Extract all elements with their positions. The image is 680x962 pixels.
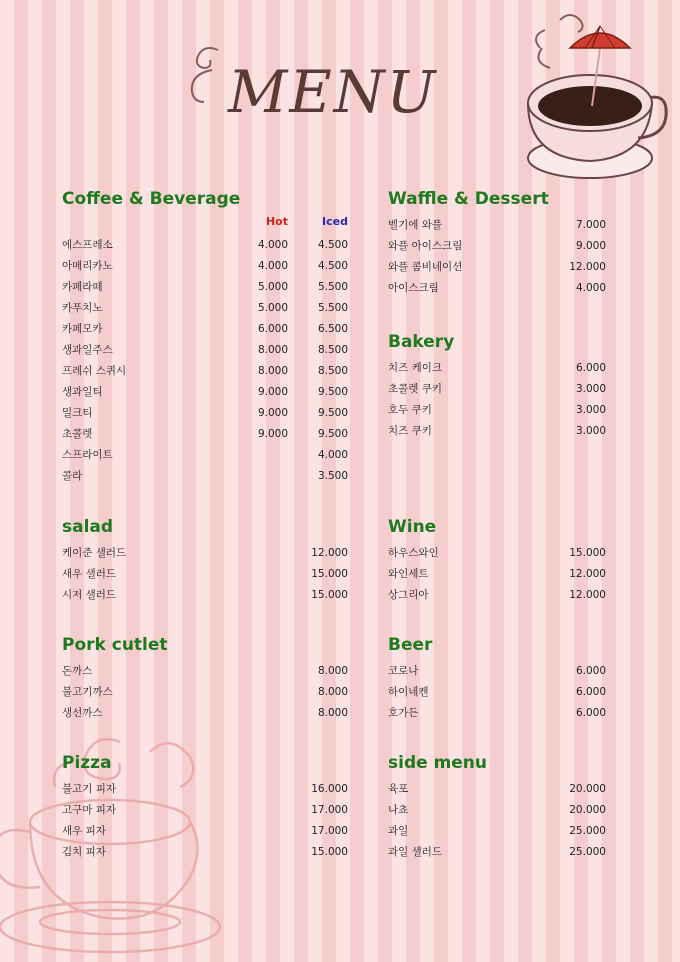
section-title: Beer — [388, 635, 433, 655]
section-side-menu — [388, 751, 618, 863]
menu-item-row — [62, 361, 352, 382]
menu-item-price: 3.000 — [575, 425, 606, 437]
column-hot-label: Hot — [265, 215, 288, 228]
menu-item-name: 상그리아 — [388, 589, 429, 601]
menu-item-name: 와플 콤비네이션 — [388, 261, 463, 273]
section-title: Coffee & Beverage — [62, 189, 241, 209]
section-salad — [62, 515, 352, 606]
menu-item-price: 16.000 — [311, 783, 348, 795]
menu-item-iced-price: 9.500 — [317, 386, 348, 398]
menu-item-iced-price: 9.500 — [317, 407, 348, 419]
menu-item-name: 아이스크림 — [388, 282, 439, 294]
menu-item-name: 호가든 — [388, 707, 419, 719]
menu-item-name: 스프라이트 — [62, 449, 113, 461]
menu-item-iced-price: 9.500 — [317, 428, 348, 440]
menu-item-price: 7.000 — [575, 219, 606, 231]
menu-item-name: 고구마 피자 — [62, 804, 117, 816]
menu-item-name: 생과일주스 — [62, 344, 113, 356]
menu-item-price: 6.000 — [575, 686, 606, 698]
menu-item-row — [62, 821, 352, 842]
menu-item-name: 하우스와인 — [388, 547, 439, 559]
menu-item-name: 초콜렛 — [62, 428, 93, 440]
menu-item-price: 8.000 — [317, 665, 348, 677]
menu-item-row — [388, 358, 618, 379]
menu-item-name: 프레쉬 스퀴시 — [62, 365, 127, 377]
menu-item-price: 4.000 — [575, 282, 606, 294]
section-title: salad — [62, 517, 114, 537]
menu-item-row — [388, 585, 618, 606]
section-title: Pork cutlet — [62, 635, 168, 655]
menu-item-name: 돈까스 — [62, 665, 93, 677]
menu-item-price: 3.000 — [575, 383, 606, 395]
menu-item-price: 3.000 — [575, 404, 606, 416]
menu-item-hot-price: 9.000 — [257, 386, 288, 398]
menu-item-price: 15.000 — [311, 589, 348, 601]
section-wine — [388, 515, 618, 606]
menu-item-name: 호두 쿠키 — [388, 404, 432, 416]
section-title: Pizza — [62, 753, 112, 773]
menu-item-name: 나쵸 — [388, 804, 409, 816]
menu-item-name: 콜라 — [62, 470, 83, 482]
section-title: Waffle & Dessert — [388, 189, 549, 209]
swirl-ornament-icon — [180, 40, 230, 110]
menu-item-price: 15.000 — [569, 547, 606, 559]
menu-item-row — [62, 661, 352, 682]
menu-item-price: 8.000 — [317, 686, 348, 698]
menu-item-price: 6.000 — [575, 362, 606, 374]
section-title: Wine — [388, 517, 437, 537]
menu-item-name: 불고기 피자 — [62, 783, 117, 795]
menu-item-name: 생과일티 — [62, 386, 103, 398]
menu-item-name: 카푸치노 — [62, 302, 103, 314]
menu-item-iced-price: 5.500 — [317, 281, 348, 293]
menu-item-name: 김치 피자 — [62, 846, 106, 858]
menu-item-name: 하이네켄 — [388, 686, 429, 698]
menu-item-name: 새우 샐러드 — [62, 568, 117, 580]
menu-item-name: 아메리카노 — [62, 260, 113, 272]
menu-item-row — [388, 703, 618, 724]
menu-item-row — [62, 703, 352, 724]
menu-item-name: 카페모카 — [62, 323, 103, 335]
menu-item-row — [62, 543, 352, 564]
menu-item-row — [388, 800, 618, 821]
menu-item-row — [62, 235, 352, 256]
menu-item-price: 25.000 — [569, 825, 606, 837]
menu-item-price: 15.000 — [311, 568, 348, 580]
section-pizza — [62, 751, 352, 863]
section-pork-cutlet — [62, 633, 352, 724]
menu-item-hot-price: 8.000 — [257, 365, 288, 377]
menu-item-row — [62, 298, 352, 319]
section-title: side menu — [388, 753, 488, 773]
menu-item-iced-price: 4.500 — [317, 239, 348, 251]
menu-item-hot-price: 5.000 — [257, 302, 288, 314]
menu-item-name: 치즈 케이크 — [388, 362, 443, 374]
section-title: Bakery — [388, 332, 455, 352]
menu-item-row — [388, 682, 618, 703]
menu-item-name: 불고기까스 — [62, 686, 113, 698]
menu-item-row — [62, 445, 352, 466]
menu-item-iced-price: 5.500 — [317, 302, 348, 314]
menu-item-name: 과일 샐러드 — [388, 846, 443, 858]
menu-item-hot-price: 5.000 — [257, 281, 288, 293]
menu-item-price: 8.000 — [317, 707, 348, 719]
menu-item-name: 새우 피자 — [62, 825, 106, 837]
menu-item-row — [388, 379, 618, 400]
menu-item-row — [388, 543, 618, 564]
menu-item-row — [62, 842, 352, 863]
menu-item-price: 17.000 — [311, 804, 348, 816]
menu-item-row — [388, 842, 618, 863]
menu-item-iced-price: 4.000 — [317, 449, 348, 461]
menu-item-price: 6.000 — [575, 707, 606, 719]
menu-item-name: 와인세트 — [388, 568, 429, 580]
section-coffee — [62, 187, 352, 487]
menu-item-name: 와플 아이스크림 — [388, 240, 463, 252]
menu-item-price: 20.000 — [569, 783, 606, 795]
menu-item-row — [62, 585, 352, 606]
menu-item-price: 17.000 — [311, 825, 348, 837]
menu-item-iced-price: 8.500 — [317, 344, 348, 356]
menu-item-row — [62, 256, 352, 277]
menu-item-price: 12.000 — [311, 547, 348, 559]
menu-item-name: 치즈 쿠키 — [388, 425, 432, 437]
menu-item-row — [62, 779, 352, 800]
menu-item-row — [62, 800, 352, 821]
menu-item-row — [62, 564, 352, 585]
menu-item-row — [62, 382, 352, 403]
menu-item-row — [62, 277, 352, 298]
column-iced-label: Iced — [322, 215, 348, 228]
menu-item-row — [388, 421, 618, 442]
menu-item-price: 15.000 — [311, 846, 348, 858]
menu-item-iced-price: 6.500 — [317, 323, 348, 335]
menu-item-row — [388, 400, 618, 421]
menu-item-name: 생선까스 — [62, 707, 103, 719]
menu-item-row — [62, 319, 352, 340]
menu-item-price: 6.000 — [575, 665, 606, 677]
menu-item-price: 9.000 — [575, 240, 606, 252]
menu-item-row — [388, 779, 618, 800]
section-beer — [388, 633, 618, 724]
menu-item-hot-price: 9.000 — [257, 428, 288, 440]
menu-item-iced-price: 3.500 — [317, 470, 348, 482]
menu-item-hot-price: 9.000 — [257, 407, 288, 419]
menu-item-name: 케이준 샐러드 — [62, 547, 127, 559]
menu-item-price: 20.000 — [569, 804, 606, 816]
menu-item-hot-price: 6.000 — [257, 323, 288, 335]
menu-item-row — [62, 403, 352, 424]
column-header — [62, 215, 352, 235]
menu-item-row — [388, 821, 618, 842]
menu-item-iced-price: 8.500 — [317, 365, 348, 377]
menu-item-name: 과일 — [388, 825, 409, 837]
menu-item-row — [62, 424, 352, 445]
menu-item-row — [388, 215, 618, 236]
menu-item-price: 25.000 — [569, 846, 606, 858]
menu-item-row — [62, 682, 352, 703]
menu-item-price: 12.000 — [569, 261, 606, 273]
menu-item-row — [62, 340, 352, 361]
menu-item-row — [388, 661, 618, 682]
menu-item-name: 에스프레소 — [62, 239, 113, 251]
menu-item-name: 밀크티 — [62, 407, 93, 419]
menu-item-price: 12.000 — [569, 568, 606, 580]
coffee-cup-icon — [520, 8, 670, 188]
menu-item-hot-price: 8.000 — [257, 344, 288, 356]
menu-item-row — [388, 236, 618, 257]
menu-item-name: 카페라떼 — [62, 281, 103, 293]
menu-item-iced-price: 4.500 — [317, 260, 348, 272]
section-bakery — [388, 330, 618, 442]
menu-item-hot-price: 4.000 — [257, 239, 288, 251]
menu-item-row — [62, 466, 352, 487]
menu-item-name: 시저 샐러드 — [62, 589, 117, 601]
menu-item-name: 육포 — [388, 783, 409, 795]
menu-item-name: 벨기에 와플 — [388, 219, 443, 231]
menu-item-price: 12.000 — [569, 589, 606, 601]
menu-item-name: 초콜렛 쿠키 — [388, 383, 443, 395]
section-waffle — [388, 187, 618, 299]
menu-item-name: 코로나 — [388, 665, 419, 677]
menu-item-row — [388, 564, 618, 585]
menu-item-row — [388, 257, 618, 278]
menu-item-row — [388, 278, 618, 299]
page-title: MENU — [228, 58, 438, 126]
menu-item-hot-price: 4.000 — [257, 260, 288, 272]
